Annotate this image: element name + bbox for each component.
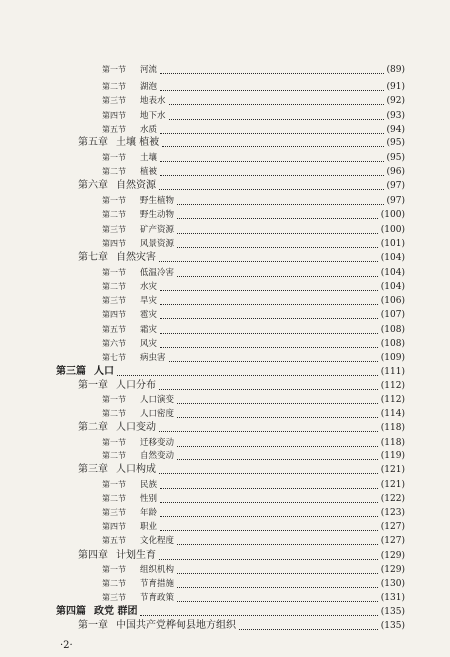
toc-entry-title: 旱灾: [140, 296, 158, 306]
toc-entry-page: (111): [380, 367, 405, 377]
toc-entry-page: (108): [380, 325, 405, 335]
toc-entry-number: 第二节: [102, 210, 126, 219]
toc-entry-page: (129): [380, 565, 405, 575]
toc-entry-number: 第六章: [78, 180, 108, 191]
dot-leader: [169, 119, 384, 120]
toc-entry-page: (129): [380, 551, 405, 561]
toc-entry-page: (119): [380, 451, 405, 461]
dot-leader: [159, 559, 378, 560]
toc-entry-page: (112): [380, 381, 405, 391]
dot-leader: [177, 233, 378, 234]
toc-entry-title: 风景资源: [140, 239, 175, 249]
toc-entry-number: 第五节: [102, 125, 126, 134]
dot-leader: [159, 261, 378, 262]
toc-entry-title: 人口构成: [116, 464, 156, 475]
toc-entry-number: 第三节: [102, 96, 126, 105]
toc-entry-page: (118): [380, 438, 405, 448]
toc-entry-title: 节育政策: [140, 593, 175, 603]
toc-entry-page: (89): [386, 65, 405, 75]
toc-entry: [0, 506, 405, 520]
dot-leader: [160, 73, 384, 74]
toc-entry: [0, 251, 405, 265]
toc-entry: [0, 463, 405, 477]
toc-entry-number: 第三节: [102, 593, 126, 602]
toc-entry-number: 第三节: [102, 225, 126, 234]
toc-entry-page: (97): [386, 181, 405, 191]
dot-leader: [160, 318, 378, 319]
toc-entry-page: (101): [380, 239, 405, 249]
toc-entry-title: 雹灾: [140, 310, 158, 320]
toc-entry: [0, 151, 405, 165]
toc-entry: [0, 351, 405, 365]
toc-entry-number: 第二节: [102, 82, 126, 91]
toc-entry: [0, 421, 405, 435]
dot-leader: [160, 90, 384, 91]
toc-entry-title: 政党 群团: [94, 606, 138, 617]
toc-entry-title: 计划生育: [116, 550, 156, 561]
dot-leader: [140, 615, 377, 616]
toc-entry-title: 风灾: [140, 339, 158, 349]
toc-entry-page: (118): [380, 423, 405, 433]
toc-entry: [0, 591, 405, 605]
toc-entry-number: 第二章: [78, 422, 108, 433]
toc-entry-number: 第四节: [102, 111, 126, 120]
toc-entry-title: 迁移变动: [140, 438, 175, 448]
toc-entry-page: (104): [380, 253, 405, 263]
toc-entry-page: (104): [380, 268, 405, 278]
toc-entry-title: 民族: [140, 480, 158, 490]
toc-entry-page: (92): [386, 96, 405, 106]
toc-entry-number: 第六节: [102, 339, 126, 348]
toc-entry: [0, 478, 405, 492]
toc-entry: [0, 449, 405, 463]
toc-entry-title: 年龄: [140, 508, 158, 518]
dot-leader: [177, 204, 384, 205]
toc-entry: [0, 123, 405, 137]
dot-leader: [160, 530, 378, 531]
toc-entry: [0, 549, 405, 563]
dot-leader: [169, 361, 378, 362]
toc-entry-number: 第四篇: [56, 606, 86, 617]
dot-leader: [160, 488, 378, 489]
toc-entry-page: (100): [380, 225, 405, 235]
dot-leader: [159, 189, 384, 190]
dot-leader: [159, 473, 378, 474]
toc-entry-number: 第三节: [102, 296, 126, 305]
toc-entry-page: (100): [380, 210, 405, 220]
toc-entry-number: 第一节: [102, 480, 126, 489]
toc-entry: [0, 237, 405, 251]
toc-entry-number: 第一节: [102, 438, 126, 447]
toc-entry-page: (114): [380, 409, 405, 419]
dot-leader: [160, 516, 378, 517]
toc-entry-page: (108): [380, 339, 405, 349]
toc-entry: [0, 136, 405, 150]
toc-entry-number: 第一节: [102, 395, 126, 404]
toc-entry-number: 第七节: [102, 353, 126, 362]
dot-leader: [177, 446, 378, 447]
dot-leader: [177, 247, 378, 248]
toc-entry: [0, 393, 405, 407]
toc-entry: [0, 577, 405, 591]
toc-entry-page: (123): [380, 508, 405, 518]
dot-leader: [177, 218, 378, 219]
toc-entry-title: 水质: [140, 125, 158, 135]
dot-leader: [159, 431, 378, 432]
toc-entry-title: 霜灾: [140, 325, 158, 335]
toc-entry: [0, 223, 405, 237]
toc-entry-title: 中国共产党桦甸县地方组织: [116, 620, 236, 631]
toc-entry-title: 病虫害: [140, 353, 166, 363]
toc-entry-page: (112): [380, 395, 405, 405]
toc-entry-number: 第四节: [102, 239, 126, 248]
toc-entry-title: 节育措施: [140, 579, 175, 589]
dot-leader: [160, 333, 378, 334]
toc-entry-title: 野生植物: [140, 196, 175, 206]
toc-entry-page: (127): [380, 536, 405, 546]
toc-entry: [0, 323, 405, 337]
toc-entry: [0, 109, 405, 123]
dot-leader: [169, 104, 384, 105]
toc-entry-number: 第五章: [78, 137, 108, 148]
toc-entry-number: 第二节: [102, 167, 126, 176]
toc-entry-title: 水灾: [140, 282, 158, 292]
toc-entry-number: 第一节: [102, 565, 126, 574]
toc-entry-title: 野生动物: [140, 210, 175, 220]
toc-entry-page: (121): [380, 465, 405, 475]
dot-leader: [177, 417, 378, 418]
toc-entry-page: (122): [380, 494, 405, 504]
toc-entry: [0, 534, 405, 548]
toc-entry-title: 矿产资源: [140, 225, 175, 235]
toc-entry-page: (121): [380, 480, 405, 490]
toc-entry-number: 第二节: [102, 579, 126, 588]
toc-entry-number: 第二节: [102, 451, 126, 460]
toc-entry: [0, 208, 405, 222]
toc-entry: [0, 492, 405, 506]
toc-entry-page: (93): [386, 111, 405, 121]
toc-entry-title: 自然变动: [140, 451, 175, 461]
toc-entry-title: 湖泡: [140, 82, 158, 92]
toc-entry-number: 第二节: [102, 494, 126, 503]
toc-entry: [0, 563, 405, 577]
toc-entry-number: 第二节: [102, 282, 126, 291]
page-number: ·2·: [60, 640, 73, 651]
toc-entry-page: (135): [380, 621, 405, 631]
toc-entry: [0, 63, 405, 77]
toc-entry: [0, 605, 405, 619]
dot-leader: [177, 601, 378, 602]
toc-entry-number: 第一节: [102, 65, 126, 74]
toc-entry-page: (94): [386, 125, 405, 135]
dot-leader: [239, 629, 378, 630]
toc-entry: [0, 337, 405, 351]
toc-entry-number: 第五节: [102, 536, 126, 545]
toc-entry-page: (106): [380, 296, 405, 306]
toc-entry-title: 土壤 植被: [116, 137, 160, 148]
toc-entry-number: 第二节: [102, 409, 126, 418]
toc-entry-title: 人口分布: [116, 380, 156, 391]
toc-entry: [0, 80, 405, 94]
toc-entry: [0, 520, 405, 534]
toc-entry-number: 第四节: [102, 522, 126, 531]
toc-entry-page: (130): [380, 579, 405, 589]
toc-entry: [0, 266, 405, 280]
toc-entry-title: 自然灾害: [116, 252, 156, 263]
dot-leader: [177, 573, 378, 574]
toc-entry-number: 第四章: [78, 550, 108, 561]
dot-leader: [159, 389, 378, 390]
toc-entry-title: 人口变动: [116, 422, 156, 433]
toc-entry-page: (135): [380, 607, 405, 617]
toc-entry-number: 第三章: [78, 464, 108, 475]
toc-entry: [0, 194, 405, 208]
toc-entry-title: 地下水: [140, 111, 166, 121]
toc-entry-title: 性别: [140, 494, 158, 504]
toc-entry-number: 第三节: [102, 508, 126, 517]
toc-entry-number: 第三篇: [56, 366, 86, 377]
toc-entry-page: (95): [386, 138, 405, 148]
dot-leader: [160, 347, 378, 348]
toc-entry-number: 第四节: [102, 310, 126, 319]
toc-entry-number: 第一章: [78, 380, 108, 391]
toc-entry: [0, 436, 405, 450]
toc-entry-title: 植被: [140, 167, 158, 177]
dot-leader: [160, 133, 384, 134]
toc-entry-number: 第一节: [102, 153, 126, 162]
toc-entry-page: (96): [386, 167, 405, 177]
toc-entry-title: 地表水: [140, 96, 166, 106]
dot-leader: [160, 502, 378, 503]
toc-entry-title: 土壤: [140, 153, 158, 163]
toc-entry-title: 自然资源: [116, 180, 156, 191]
dot-leader: [177, 276, 378, 277]
toc-entry-title: 低温冷害: [140, 268, 175, 278]
toc-entry: [0, 294, 405, 308]
toc-entry-number: 第一章: [78, 620, 108, 631]
toc-entry-page: (127): [380, 522, 405, 532]
toc-entry-title: 职业: [140, 522, 158, 532]
dot-leader: [177, 459, 378, 460]
toc-entry-page: (91): [386, 82, 405, 92]
toc-entry: [0, 365, 405, 379]
toc-entry: [0, 165, 405, 179]
toc-entry: [0, 179, 405, 193]
toc-entry: [0, 379, 405, 393]
toc-entry-page: (107): [380, 310, 405, 320]
dot-leader: [177, 403, 378, 404]
toc-entry: [0, 619, 405, 633]
toc-entry-page: (109): [380, 353, 405, 363]
toc-entry-page: (104): [380, 282, 405, 292]
toc-entry-title: 组织机构: [140, 565, 175, 575]
toc-entry-page: (131): [380, 593, 405, 603]
toc-entry-title: 文化程度: [140, 536, 175, 546]
dot-leader: [160, 304, 378, 305]
toc-entry: [0, 407, 405, 421]
toc-entry: [0, 94, 405, 108]
toc-entry: [0, 280, 405, 294]
dot-leader: [162, 146, 383, 147]
toc-entry-number: 第七章: [78, 252, 108, 263]
dot-leader: [117, 375, 378, 376]
dot-leader: [177, 587, 378, 588]
dot-leader: [160, 175, 384, 176]
toc-entry-title: 河流: [140, 65, 158, 75]
dot-leader: [160, 290, 378, 291]
toc-entry-number: 第五节: [102, 325, 126, 334]
toc-entry-page: (97): [386, 196, 405, 206]
toc-entry-page: (95): [386, 153, 405, 163]
toc-entry-title: 人口密度: [140, 409, 175, 419]
toc-entry-number: 第一节: [102, 268, 126, 277]
toc-entry-title: 人口演变: [140, 395, 175, 405]
toc-entry: [0, 308, 405, 322]
toc-entry-title: 人口: [94, 366, 114, 377]
dot-leader: [160, 161, 384, 162]
toc-entry-number: 第一节: [102, 196, 126, 205]
dot-leader: [177, 544, 378, 545]
